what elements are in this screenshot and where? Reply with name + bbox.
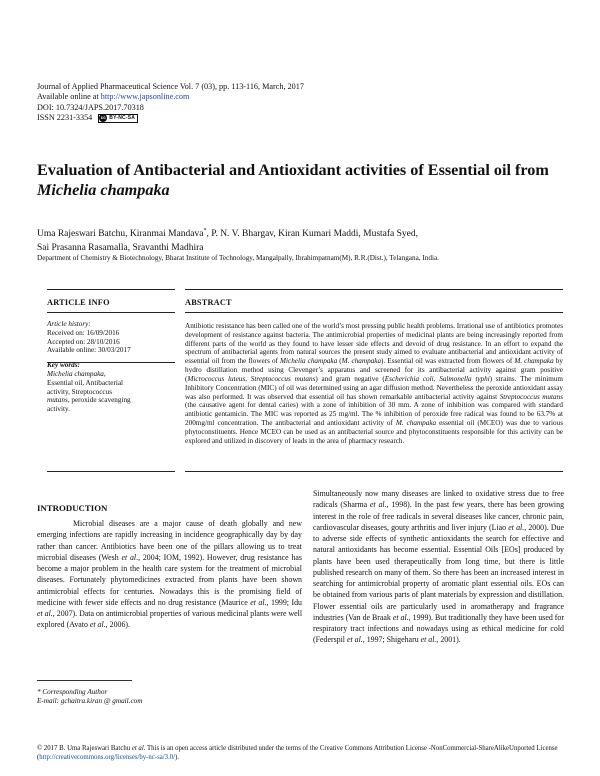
introduction-heading: INTRODUCTION (37, 503, 108, 513)
intro-right-column (313, 488, 564, 646)
keyword-line-3: activity, Streptococcus (47, 387, 112, 396)
cc-license-icon (98, 114, 138, 123)
corresponding-email: E-mail: gchaitra.kiran @ gmail.com (37, 697, 143, 705)
corresponding-marker: * (203, 228, 207, 234)
author-list (37, 225, 577, 255)
author-line-1: Uma Rajeswari Batchu, Kiranmai Mandava*, P. N. V. Bhargav, Kiran Kumari Maddi, Mustafa Syed, (37, 228, 419, 240)
article-info-heading: ARTICLE INFO (47, 298, 110, 307)
intro-paragraph-2: Simultaneously now many diseases are linked to oxidative stress due to free radicals (Sharma et al., 1998). In the past few years, there has been growing interest in the role of free radicals in several diseases like cancer, chronic pain, cardiovascular diseases, gouty arthritis and liver injury (Liao et al., 2000). Due to adverse side effects of synthetic antioxidants the search for effective and natural antioxidants has become essential. Essential Oils [EOs] produced by plants have been used therapeutically from long time, but there is little published research on many of them. So there has been an increased interest in searching for antimicrobial property of aromatic plant essential oils. EOs can be obtained from various parts of plant materials by expression and distillation. Flower essential oils are particularly used in aromatherapy and fragrance industries (Van de Braak et al., 1999). But traditionally they have been used for respiratory tract infections and nowadays using as ethical medicine for cold (Federspil et al., 1997; Shigeharu et al., 2001). (313, 489, 565, 645)
available-date: Available online: 30/03/2017 (47, 346, 131, 355)
intro-left-column (37, 518, 302, 631)
journal-doi: DOI: 10.7324/JAPS.2017.70318 (37, 102, 144, 112)
accepted-date: Accepted on: 28/10/2016 (47, 337, 120, 346)
divider-bottom-left (47, 471, 175, 472)
divider-top-left (47, 289, 175, 290)
keyword-line-5: activity. (47, 405, 70, 414)
keyword-line-2: Essential oil, Antibacterial (47, 378, 124, 387)
license-link[interactable]: http://creativecommons.org/licenses/by-nc-sa/3.0/ (39, 753, 176, 761)
journal-citation: Journal of Applied Pharmaceutical Science Vol. 7 (03), pp. 113-116, March, 2017 (37, 82, 304, 91)
journal-issn: ISSN 2231-3354 (37, 113, 93, 123)
keyword-line-4: mutans, peroxide scavenging (47, 396, 131, 405)
journal-header (37, 82, 397, 124)
abstract-text: Antibiotic resistance has been called one of the world’s most pressing public health problems. Irrational use of antibiotics promotes development of resistance against bacteria. The antimicrobial properties of medicinal plants are being increasingly reported from different parts of the world as they found to have lesser side effects and devoid of drug resistance. In an effort to expand the spectrum of antibacterial agents from natural sources the present study aimed to evaluate antibacterial and antioxidant activity of essential oil from the flowers of Michelia champaka (M. champaka). Essential oil was extracted from flowers of M. champaka by hydro distillation method using Clevenger’s apparatus and screened for its antibacterial activity against gram positive (Micrococcus luteus, Streptococcus mutans) and gram negative (Escherichia coli, Salmonella typhi) strains. The minimum Inhibitory Concentration (MIC) of oil was determined using an agar diffusion method. Nevertheless the peroxide antioxidant assay was also performed. It was observed that essential oil has shown remarkable antibacterial activity against Streptococcus mutans (the causative agent for dental caries) with a zone of inhibition of 30 mm. A zone of inhibition was compared with standard antibiotic gentamicin. The MIC was reported as 25 mg/ml. The % inhibition of peroxide free radical was found to be 63.7% at 200mg/ml concentration. The antibacterial and antioxidant activity of M. champaka essential oil (MCEO) was due to various phytoconstituents. Hence MCEO can be used as an antibacterial source and phytoconstituents responsible for this activity can be explored and utilized in discovery of leads in the area of pharmacy research. (185, 322, 564, 445)
intro-paragraph-1: Microbial diseases are a major cause of death globally and new emerging infections are rapidly increasing in incidence geographically day by day rather than cancer. Antibiotics have been one of the pillars allowing us to treat microbial diseases (Wesh et al., 2004; IOM, 1992). However, drug resistance has become a major problem in the health care system for the treatment of microbial diseases. Fortunately phytomedicines extracted from plants have been shown antimicrobial effects for centuries. Nowadays this is the promising field of medicine with fewer side effects and no drug resistance (Maurice et al., 1999; Idu et al., 2007). Data on antimicrobial properties of various medicinal plants were well explored (Avato et al., 2006). (37, 519, 303, 630)
author-line-2: Sai Prasanna Rasamalla, Sravanthi Madhira (37, 242, 204, 253)
footnote-rule (37, 680, 132, 681)
footnote (37, 688, 142, 706)
corresponding-author-label: * Corresponding Author (37, 688, 108, 696)
divider-bottom-right (185, 471, 563, 472)
divider-info-head (47, 312, 175, 313)
journal-availability: Available online at http://www.japsonline.com (37, 92, 190, 102)
keywords-label: Key words: (47, 361, 80, 370)
history-label: Article history: (47, 320, 91, 328)
paper-title-species: Michelia champaka (37, 181, 170, 199)
paper-title: Evaluation of Antibacterial and Antioxidant activities of Essential oil from Michelia champaka (37, 161, 549, 199)
abstract-heading: ABSTRACT (185, 298, 232, 307)
received-date: Received on: 16/09/2016 (47, 328, 120, 337)
article-info (47, 320, 175, 414)
affiliation: Department of Chemistry & Biotechnology, Bharat Institute of Technology, Mangalpally, Ibrahimpatnam(M), R.R.(Dist.), Telangana, India. (37, 254, 439, 262)
divider-abstract-head (185, 312, 563, 313)
cc-circle-icon: cc (100, 115, 106, 121)
issn-row (37, 113, 397, 123)
divider-top-right (185, 289, 563, 290)
cc-badge-text: BY-NC-SA (109, 115, 136, 122)
keyword-line-1: Michelia champaka, (47, 369, 106, 378)
license-notice: © 2017 B. Uma Rajeswari Batchu et al. This is an open access article distributed under the terms of the Creative Commons Attribution License -NonCommercial-ShareAlikeUnported License (http://creativecommons.org/licenses/by-nc-sa/3.0/). (37, 745, 558, 761)
journal-website-link[interactable]: http://www.japsonline.com (100, 92, 190, 102)
